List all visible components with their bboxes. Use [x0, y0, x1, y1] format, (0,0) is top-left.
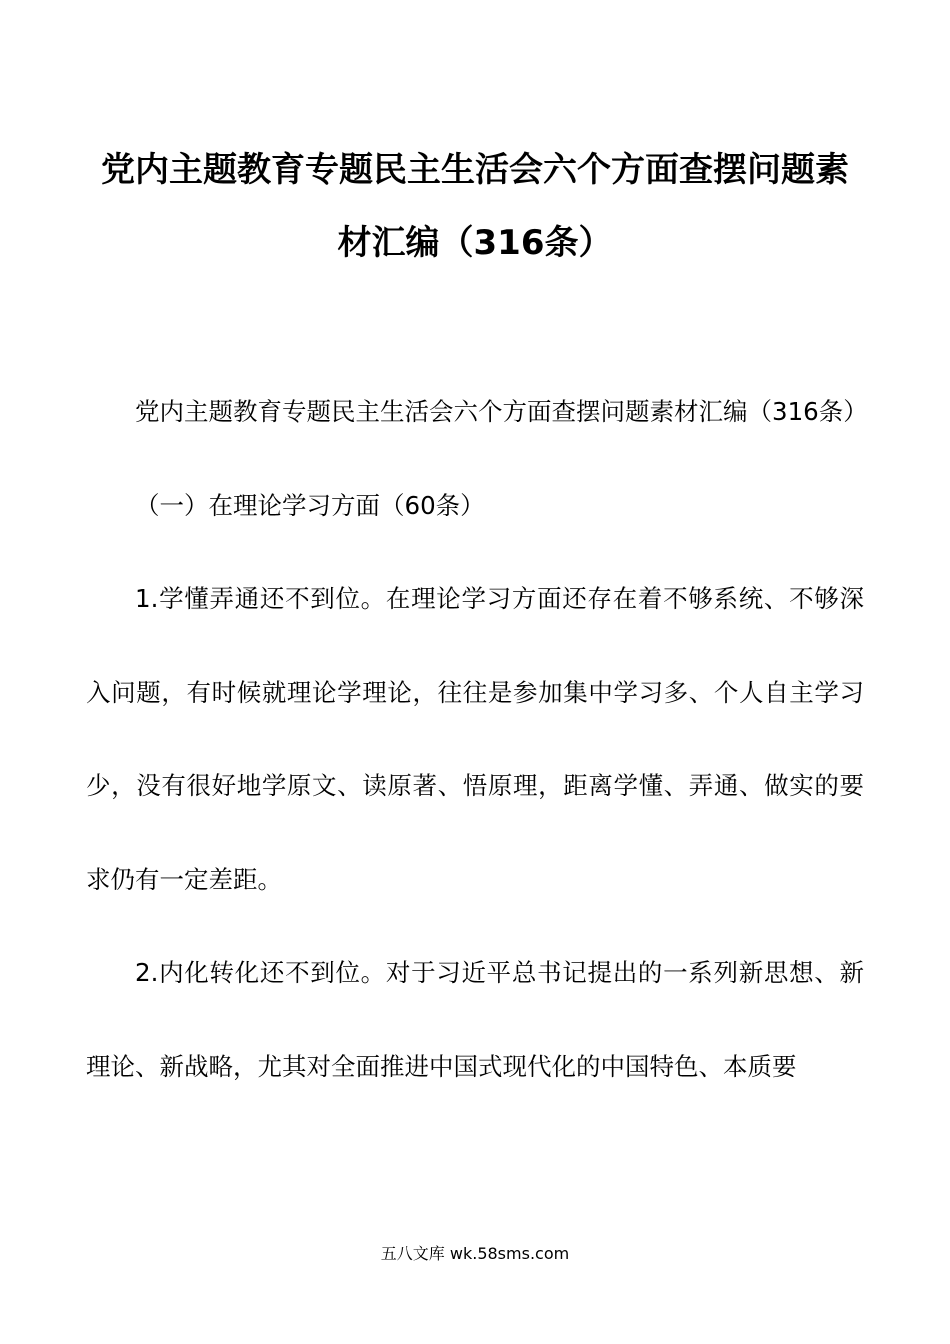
section-heading: （一）在理论学习方面（60条）	[135, 490, 485, 520]
body-paragraph: 2.内化转化还不到位。对于习近平总书记提出的一系列新思想、新理论、新战略，尤其对全面推进中国式现代化的中国特色、本质要	[86, 958, 864, 1081]
footer-watermark: 五八文库 wk.58sms.com	[380, 1244, 570, 1263]
body-paragraph: 1.学懂弄通还不到位。在理论学习方面还存在着不够系统、不够深入问题，有时候就理论学理论，往往是参加集中学习多、个人自主学习少，没有很好地学原文、读原著、悟原理，距离学懂、弄通、做实的要求仍有一定差距。	[86, 584, 864, 894]
document-title-line-1: 党内主题教育专题民主生活会六个方面查摆问题素	[101, 150, 849, 190]
document-body	[86, 365, 868, 1113]
document-title-line-2: 材汇编（316条）	[337, 223, 613, 263]
intro-paragraph: 党内主题教育专题民主生活会六个方面查摆问题素材汇编（316条）	[135, 397, 868, 426]
